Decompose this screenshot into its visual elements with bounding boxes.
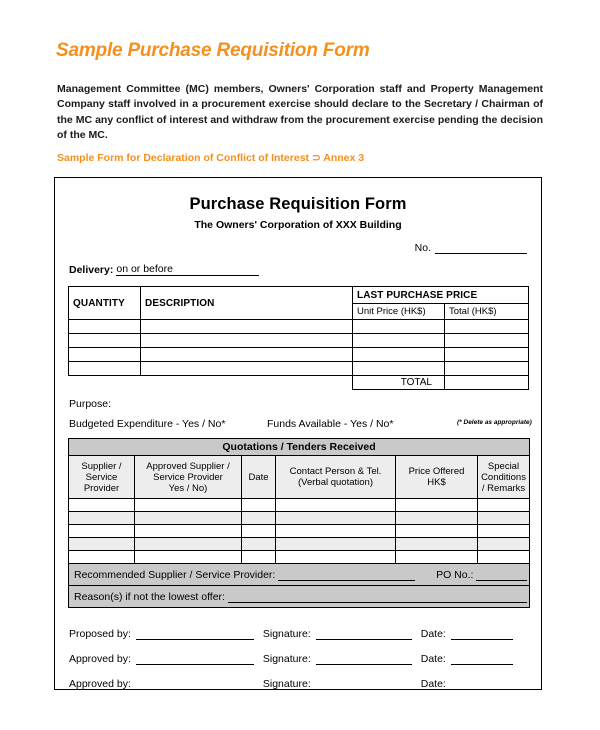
cell-price[interactable] xyxy=(396,551,478,564)
signature-label: Signature: xyxy=(262,628,311,640)
header-line: (Verbal quotation) xyxy=(298,477,373,488)
header-contact-person xyxy=(276,456,396,499)
sub-note: Sample Form for Declaration of Conflict of Interest ⊃ Annex 3 xyxy=(57,152,365,164)
cell-total[interactable] xyxy=(445,320,529,334)
cell-description[interactable] xyxy=(141,334,353,348)
quotations-header-row xyxy=(69,456,530,499)
recommended-supplier-row xyxy=(69,564,530,586)
header-line: Provider xyxy=(83,482,120,494)
proposed-by-rule[interactable] xyxy=(136,627,254,640)
quotations-band-row xyxy=(69,439,530,456)
header-quantity: QUANTITY xyxy=(69,287,141,320)
cell-contact[interactable] xyxy=(276,512,396,525)
page-title: Sample Purchase Requisition Form xyxy=(56,40,370,61)
table-row[interactable] xyxy=(69,499,530,512)
cell-total[interactable] xyxy=(445,362,529,376)
header-line: Service Provider xyxy=(153,471,223,483)
signature-row-approved-2 xyxy=(69,665,529,690)
requisition-number-rule xyxy=(435,243,527,254)
cell-quantity[interactable] xyxy=(69,334,141,348)
cell-remarks[interactable] xyxy=(478,499,530,512)
quotations-band-title: Quotations / Tenders Received xyxy=(69,439,530,456)
header-line: Contact Person & Tel. xyxy=(289,466,382,477)
cell-grand-total[interactable] xyxy=(445,376,529,390)
cell-total[interactable] xyxy=(445,334,529,348)
cell-approved-supplier[interactable] xyxy=(135,512,242,525)
reason-label: Reason(s) if not the lowest offer: xyxy=(74,590,225,603)
table-row[interactable] xyxy=(69,512,530,525)
proposed-by-label: Proposed by: xyxy=(69,628,131,640)
form-title: Purchase Requisition Form xyxy=(189,195,407,213)
header-line: Supplier / xyxy=(81,460,122,472)
cell-date[interactable] xyxy=(242,538,276,551)
items-table xyxy=(68,286,529,390)
date-rule[interactable] xyxy=(451,677,513,690)
reason-rule xyxy=(228,591,527,603)
header-line: Date xyxy=(248,471,269,483)
cell-approved-supplier[interactable] xyxy=(135,499,242,512)
date-label: Date: xyxy=(420,678,446,690)
delivery-value: on or before xyxy=(116,263,259,276)
header-unit-price: Unit Price (HK$) xyxy=(353,304,445,320)
cell-remarks[interactable] xyxy=(478,525,530,538)
po-number-rule xyxy=(476,569,527,581)
cell-unit-price[interactable] xyxy=(353,362,445,376)
recommended-supplier-cell[interactable] xyxy=(69,564,530,586)
header-last-purchase-price: LAST PURCHASE PRICE xyxy=(353,287,529,304)
signature-block xyxy=(69,615,529,690)
cell-remarks[interactable] xyxy=(478,512,530,525)
header-line: Service xyxy=(85,471,118,483)
cell-supplier[interactable] xyxy=(69,499,135,512)
po-number-label: PO No.: xyxy=(436,568,474,581)
signature-rule[interactable] xyxy=(316,652,412,665)
cell-date[interactable] xyxy=(242,525,276,538)
date-label: Date: xyxy=(420,653,446,665)
cell-date[interactable] xyxy=(242,551,276,564)
approved-by-rule[interactable] xyxy=(136,652,254,665)
cell-unit-price[interactable] xyxy=(353,320,445,334)
cell-description[interactable] xyxy=(141,348,353,362)
header-line: Price Offered xyxy=(408,466,465,477)
cell-remarks[interactable] xyxy=(478,538,530,551)
cell-date[interactable] xyxy=(242,499,276,512)
purpose-label: Purpose: xyxy=(69,398,112,410)
approved-by-label: Approved by: xyxy=(69,678,131,690)
table-row[interactable] xyxy=(69,538,530,551)
funds-available-label: Funds Available - Yes / No* xyxy=(267,418,394,430)
requisition-number-field[interactable] xyxy=(415,242,527,254)
recommended-supplier-rule xyxy=(278,569,415,581)
cell-unit-price[interactable] xyxy=(353,348,445,362)
total-label: TOTAL xyxy=(353,376,445,390)
cell-supplier[interactable] xyxy=(69,525,135,538)
header-total-price: Total (HK$) xyxy=(445,304,529,320)
budgeted-expenditure-label: Budgeted Expenditure - Yes / No* xyxy=(69,418,226,430)
cell-price[interactable] xyxy=(396,525,478,538)
date-rule[interactable] xyxy=(451,652,513,665)
header-special-conditions xyxy=(478,456,530,499)
cell-date[interactable] xyxy=(242,512,276,525)
cell-quantity[interactable] xyxy=(69,362,141,376)
reason-row xyxy=(69,586,530,608)
header-price-offered xyxy=(396,456,478,499)
header-line: Yes / No) xyxy=(168,482,208,494)
delete-as-appropriate-note: (* Delete as appropriate) xyxy=(457,419,532,426)
signature-rule[interactable] xyxy=(316,677,412,690)
table-row[interactable] xyxy=(69,320,529,334)
cell-supplier[interactable] xyxy=(69,512,135,525)
date-label: Date: xyxy=(420,628,446,640)
header-description: DESCRIPTION xyxy=(141,287,353,320)
spacer-cell xyxy=(141,376,353,390)
cell-description[interactable] xyxy=(141,362,353,376)
cell-price[interactable] xyxy=(396,538,478,551)
requisition-number-label: No. xyxy=(414,242,431,254)
items-table-total-row xyxy=(69,376,529,390)
items-table-header-row xyxy=(69,287,529,304)
purchase-requisition-form xyxy=(54,177,542,690)
header-approved-supplier xyxy=(135,456,242,499)
cell-contact[interactable] xyxy=(276,551,396,564)
approved-by-rule[interactable] xyxy=(136,677,254,690)
cell-price[interactable] xyxy=(396,512,478,525)
signature-row-approved-1 xyxy=(69,640,529,665)
cell-approved-supplier[interactable] xyxy=(135,538,242,551)
header-date xyxy=(242,456,276,499)
header-supplier-service-provider xyxy=(69,456,135,499)
date-rule[interactable] xyxy=(451,627,513,640)
header-line: / Remarks xyxy=(481,482,526,494)
form-subtitle: The Owners' Corporation of XXX Building xyxy=(194,219,402,231)
cell-description[interactable] xyxy=(141,320,353,334)
reason-cell[interactable] xyxy=(69,586,530,608)
cell-approved-supplier[interactable] xyxy=(135,551,242,564)
cell-contact[interactable] xyxy=(276,538,396,551)
header-line: Special xyxy=(487,460,520,472)
header-line: Conditions xyxy=(481,471,526,483)
cell-supplier[interactable] xyxy=(69,538,135,551)
table-row[interactable] xyxy=(69,525,530,538)
cell-quantity[interactable] xyxy=(69,348,141,362)
cell-unit-price[interactable] xyxy=(353,334,445,348)
approved-by-label: Approved by: xyxy=(69,653,131,665)
header-line: Approved Supplier / xyxy=(146,460,230,472)
delivery-field[interactable] xyxy=(69,263,259,276)
signature-row-proposed xyxy=(69,615,529,640)
delivery-label: Delivery: xyxy=(69,264,114,276)
cell-supplier[interactable] xyxy=(69,551,135,564)
quotations-table xyxy=(68,438,530,608)
cell-total[interactable] xyxy=(445,348,529,362)
cell-remarks[interactable] xyxy=(478,551,530,564)
table-row[interactable] xyxy=(69,362,529,376)
signature-rule[interactable] xyxy=(316,627,412,640)
table-row[interactable] xyxy=(69,348,529,362)
cell-approved-supplier[interactable] xyxy=(135,525,242,538)
cell-quantity[interactable] xyxy=(69,320,141,334)
spacer-cell xyxy=(69,376,141,390)
table-row[interactable] xyxy=(69,334,529,348)
cell-price[interactable] xyxy=(396,499,478,512)
cell-contact[interactable] xyxy=(276,525,396,538)
recommended-supplier-label: Recommended Supplier / Service Provider: xyxy=(74,568,276,581)
intro-paragraph: Management Committee (MC) members, Owners' Corporation staff and Property Management Company staff involved in a procurement exercise should declare to the Secretary / Chairman of the MC any conflict of interest and withdraw from the procurement exercise pending the decision of the MC. xyxy=(57,83,543,141)
signature-label: Signature: xyxy=(262,653,311,665)
signature-label: Signature: xyxy=(262,678,311,690)
table-row[interactable] xyxy=(69,551,530,564)
header-line: HK$ xyxy=(427,477,446,488)
cell-contact[interactable] xyxy=(276,499,396,512)
